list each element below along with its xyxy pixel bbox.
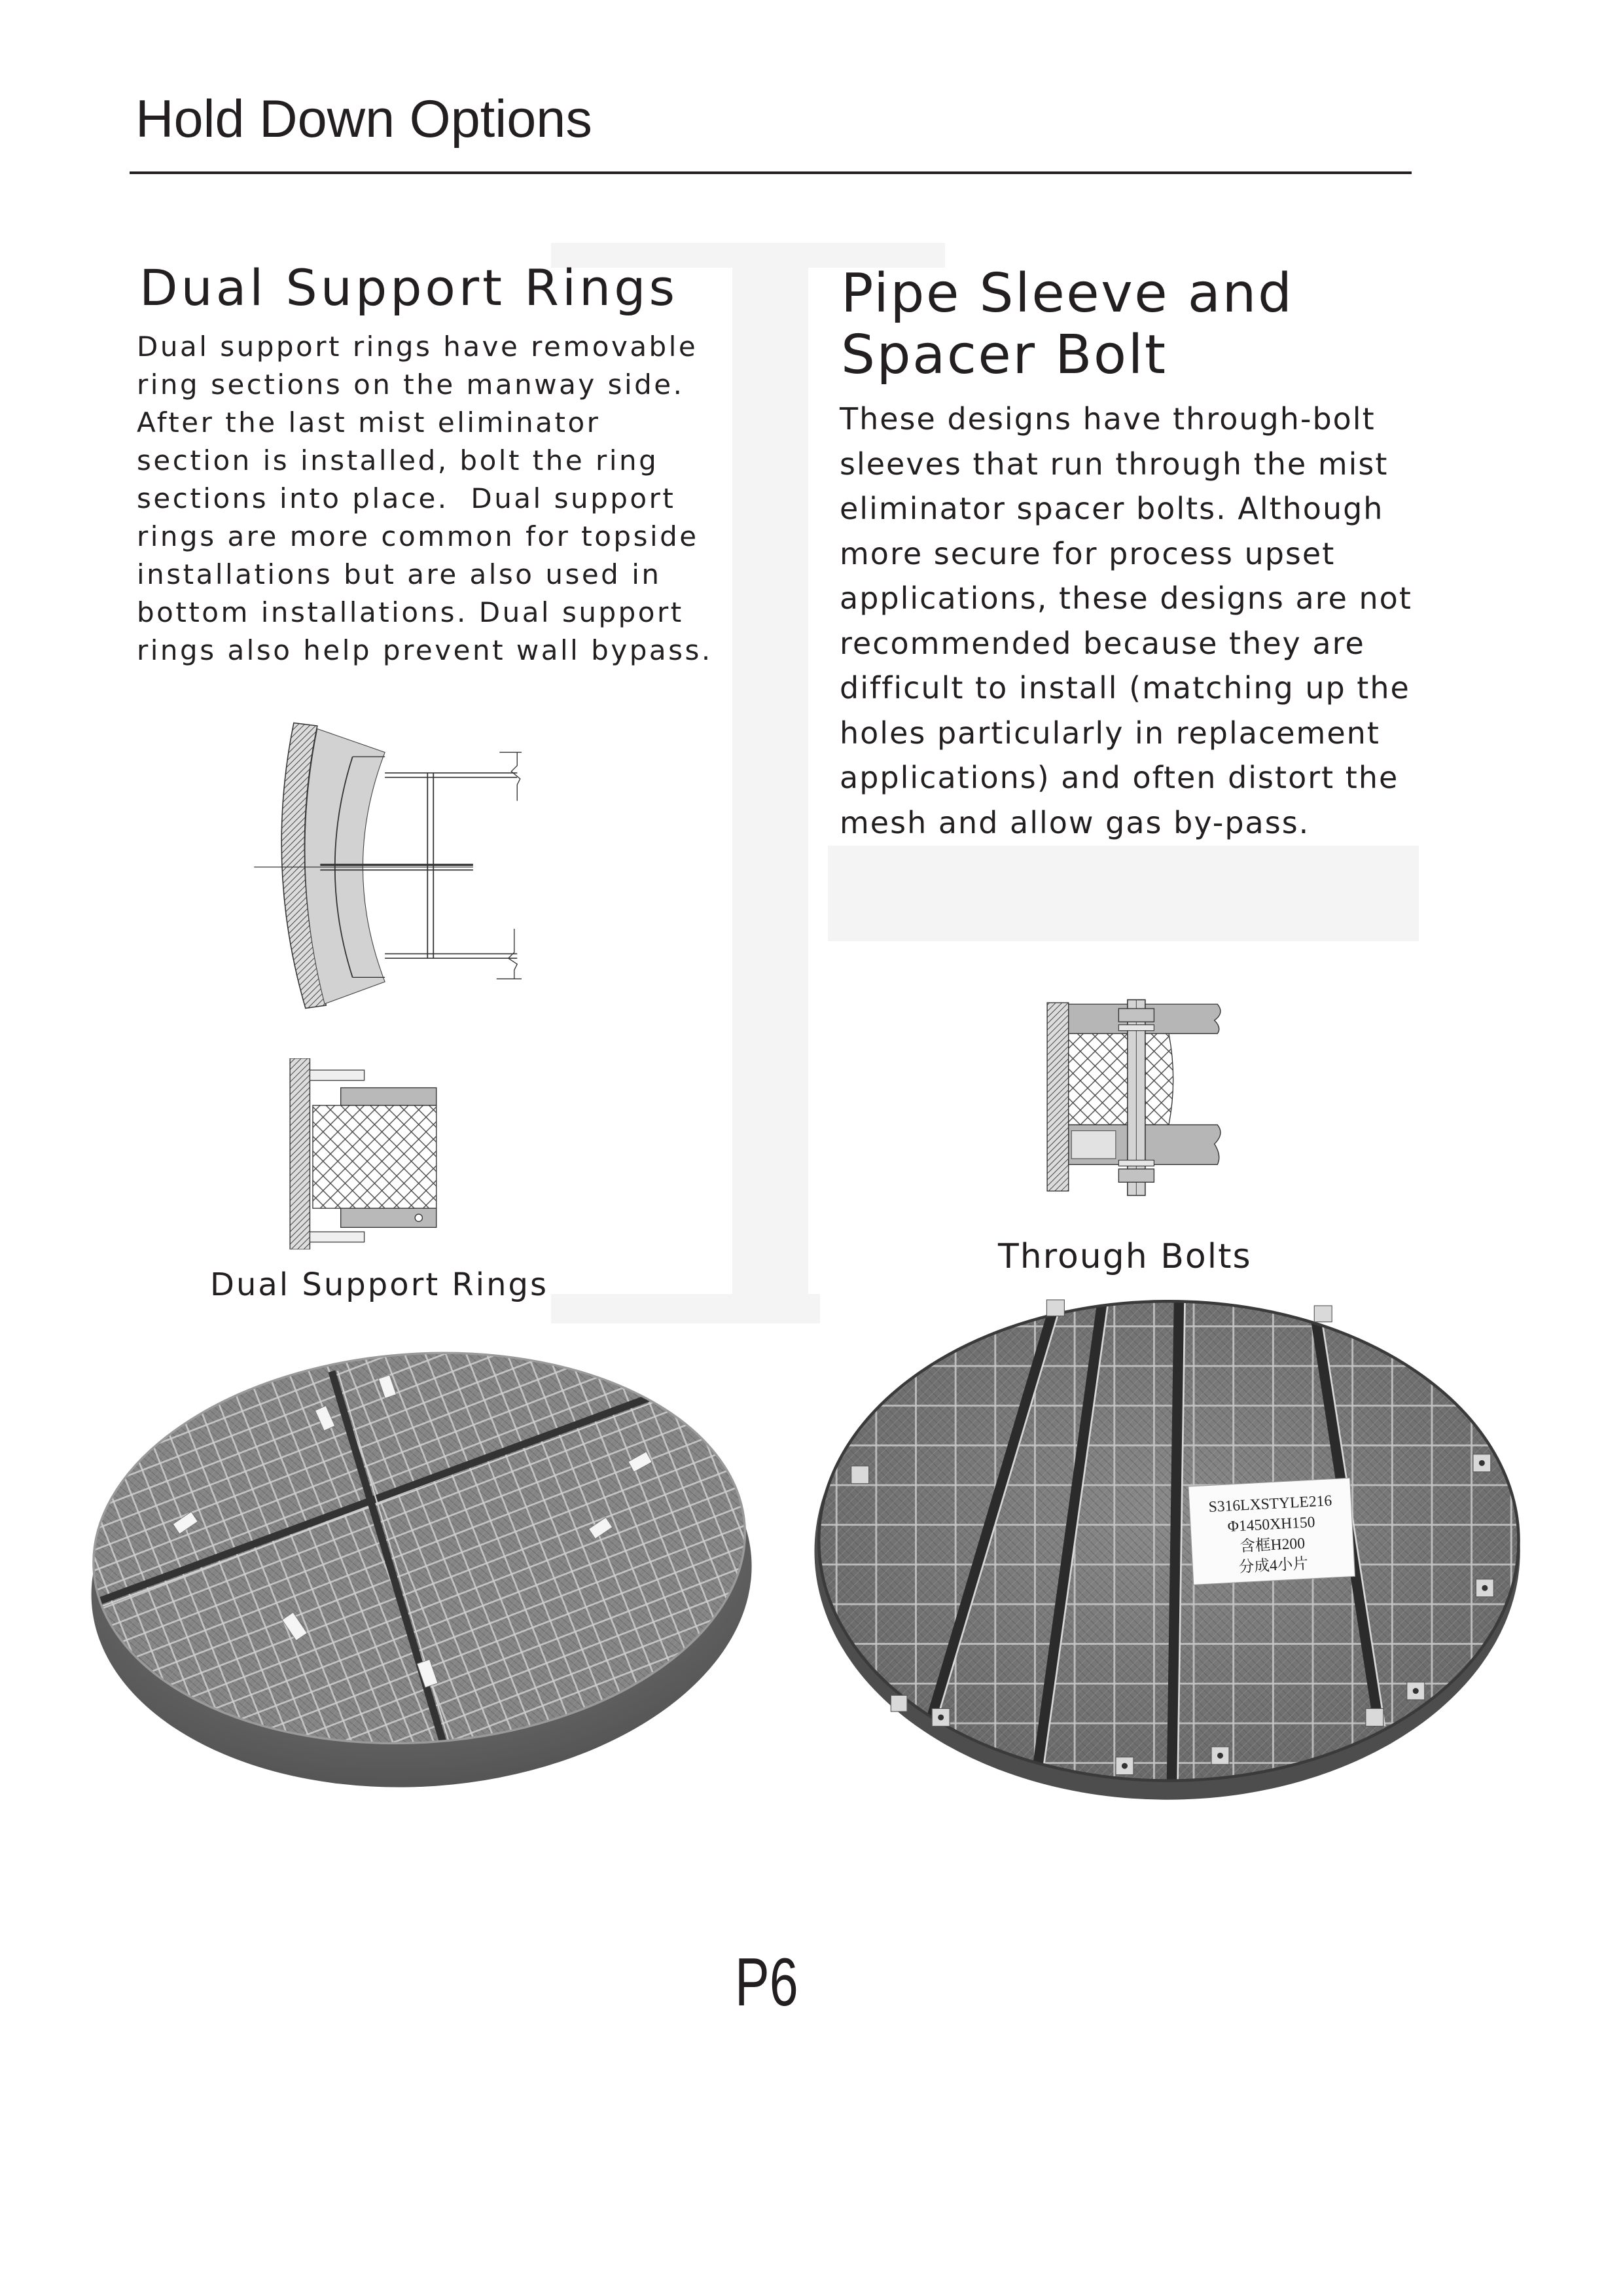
pipe-sleeve-paragraph <box>840 397 1412 845</box>
title-divider <box>130 171 1412 174</box>
label-line: S316LXSTYLE216 <box>1208 1492 1332 1516</box>
lower-support-ring <box>310 1232 364 1242</box>
paragraph-line: After the last mist eliminator <box>137 406 601 439</box>
paragraph-line: difficult to install (matching up the <box>840 670 1410 706</box>
grid-hole <box>415 1214 422 1221</box>
clip <box>1366 1708 1383 1726</box>
break-line <box>511 752 520 800</box>
mist-eliminator-photo-left <box>88 1345 753 1801</box>
label-line: Φ1450XH150 <box>1227 1513 1316 1535</box>
vessel-wall <box>1047 1003 1069 1191</box>
clip <box>851 1466 869 1484</box>
background-panel <box>551 1294 820 1323</box>
dual-support-ring-section-drawing <box>289 1058 438 1249</box>
top-nut <box>1118 1009 1154 1022</box>
clip-bolt <box>1479 1460 1485 1466</box>
clip-bolt <box>1482 1585 1488 1591</box>
mist-eliminator-photo-right <box>812 1294 1522 1801</box>
paragraph-line: sections into place. Dual support <box>137 482 676 514</box>
paragraph-line: more secure for process upset <box>840 535 1336 571</box>
lower-spacer <box>1071 1131 1116 1159</box>
paragraph-line: holes particularly in replacement <box>840 715 1380 751</box>
clip-bolt <box>1413 1688 1419 1694</box>
product-label <box>1188 1478 1355 1585</box>
heading-line: Pipe Sleeve and <box>841 262 1294 325</box>
bottom-washer <box>1118 1160 1154 1166</box>
paragraph-line: These designs have through-bolt <box>840 401 1376 437</box>
paragraph-line: eliminator spacer bolts. Although <box>840 491 1384 526</box>
paragraph-line: applications, these designs are not <box>840 581 1412 616</box>
upper-support-ring <box>310 1070 364 1081</box>
dual-support-heading: Dual Support Rings <box>139 259 679 317</box>
paragraph-line: mesh and allow gas by-pass. <box>840 804 1310 840</box>
paragraph-line: recommended because they are <box>840 625 1365 661</box>
paragraph-line: applications) and often distort the <box>840 760 1399 795</box>
clip-bolt <box>938 1714 944 1720</box>
pipe-sleeve-heading <box>841 263 1294 386</box>
clip <box>1046 1300 1064 1316</box>
clip <box>1314 1306 1332 1322</box>
bottom-nut <box>1118 1169 1154 1182</box>
paragraph-line: ring sections on the manway side. <box>137 368 685 401</box>
dual-support-paragraph <box>137 328 713 670</box>
paragraph-line: rings are more common for topside <box>137 520 699 552</box>
label-line: 含框H200 <box>1239 1535 1306 1556</box>
clip <box>891 1695 907 1712</box>
paragraph-line: section is installed, bolt the ring <box>137 444 659 476</box>
upper-grid <box>341 1088 437 1105</box>
mesh-pad <box>313 1105 437 1208</box>
page-title: Hold Down Options <box>135 90 592 149</box>
support-ring-band <box>305 728 385 1003</box>
through-bolts-caption: Through Bolts <box>998 1237 1252 1276</box>
paragraph-line: bottom installations. Dual support <box>137 596 684 628</box>
through-bolt-drawing <box>1046 997 1228 1198</box>
heading-line: Spacer Bolt <box>841 324 1168 386</box>
paragraph-line: installations but are also used in <box>137 558 662 590</box>
dual-support-caption: Dual Support Rings <box>210 1266 548 1303</box>
paragraph-line: sleeves that run through the mist <box>840 446 1389 482</box>
background-panel <box>732 268 808 1294</box>
page-number: P6 <box>735 1945 798 2020</box>
dual-support-ring-plan-drawing <box>253 720 522 1011</box>
paragraph-line: Dual support rings have removable <box>137 331 698 363</box>
clip-bolt <box>1217 1753 1223 1759</box>
label-line: 分成4小片 <box>1238 1555 1309 1577</box>
paragraph-line: rings also help prevent wall bypass. <box>137 634 713 666</box>
background-panel <box>828 846 1419 941</box>
top-washer <box>1118 1025 1154 1031</box>
vessel-wall <box>290 1058 310 1249</box>
clip-bolt <box>1122 1763 1128 1769</box>
mesh-pad <box>1069 1033 1173 1124</box>
